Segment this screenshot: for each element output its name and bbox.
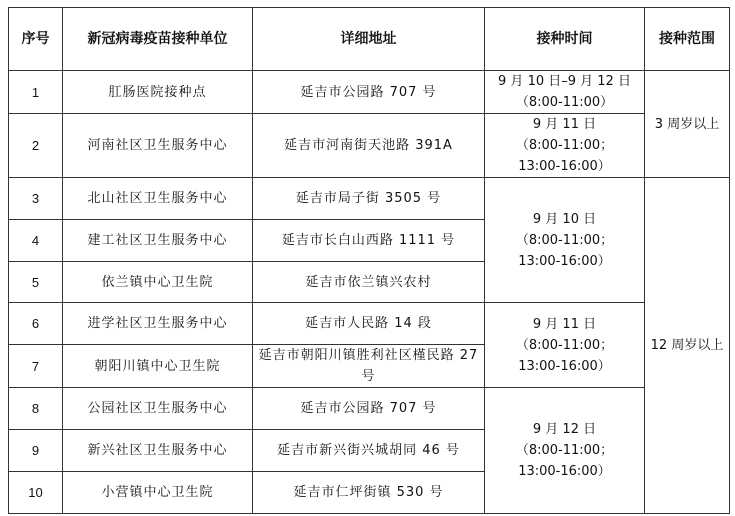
row-address: 延吉市新兴街兴城胡同 46 号: [253, 430, 485, 472]
row-number: 2: [9, 114, 63, 178]
row-number: 10: [9, 472, 63, 514]
header-address: 详细地址: [253, 8, 485, 71]
row-unit: 北山社区卫生服务中心: [63, 178, 253, 220]
row-address: 延吉市朝阳川镇胜利社区槿民路 27 号: [253, 345, 485, 388]
table-row: [9, 114, 730, 178]
vaccination-sites-table: [8, 7, 730, 514]
row-unit: 新兴社区卫生服务中心: [63, 430, 253, 472]
table-row: [9, 71, 730, 114]
row-number: 8: [9, 388, 63, 430]
header-unit: 新冠病毒疫苗接种单位: [63, 8, 253, 71]
row-address: 延吉市公园路 707 号: [253, 388, 485, 430]
row-address: 延吉市长白山西路 1111 号: [253, 220, 485, 262]
row-address: 延吉市人民路 14 段: [253, 303, 485, 345]
time-cell: 9 月 11 日 （8:00-11:00； 13:00-16:00）: [485, 303, 645, 388]
row-number: 7: [9, 345, 63, 388]
row-address: 延吉市局子街 3505 号: [253, 178, 485, 220]
row-unit: 河南社区卫生服务中心: [63, 114, 253, 178]
row-address: 延吉市河南街天池路 391A: [253, 114, 485, 178]
row-unit: 进学社区卫生服务中心: [63, 303, 253, 345]
table-row: [9, 178, 730, 220]
row-address: 延吉市仁坪街镇 530 号: [253, 472, 485, 514]
row-number: 6: [9, 303, 63, 345]
row-number: 4: [9, 220, 63, 262]
range-cell: 3 周岁以上: [645, 71, 730, 178]
row-unit: 依兰镇中心卫生院: [63, 262, 253, 303]
row-number: 1: [9, 71, 63, 114]
row-address: 延吉市公园路 707 号: [253, 71, 485, 114]
row-unit: 建工社区卫生服务中心: [63, 220, 253, 262]
row-number: 3: [9, 178, 63, 220]
time-cell: 9 月 10 日 （8:00-11:00； 13:00-16:00）: [485, 178, 645, 303]
header-row: [9, 8, 730, 71]
table-row: [9, 388, 730, 430]
range-cell: 12 周岁以上: [645, 178, 730, 514]
row-unit: 小营镇中心卫生院: [63, 472, 253, 514]
header-range: 接种范围: [645, 8, 730, 71]
row-number: 9: [9, 430, 63, 472]
row-unit: 朝阳川镇中心卫生院: [63, 345, 253, 388]
row-unit: 肛肠医院接种点: [63, 71, 253, 114]
time-cell: 9 月 12 日 （8:00-11:00； 13:00-16:00）: [485, 388, 645, 514]
row-address: 延吉市依兰镇兴农村: [253, 262, 485, 303]
table-row: [9, 303, 730, 345]
row-number: 5: [9, 262, 63, 303]
time-cell: 9 月 11 日 （8:00-11:00； 13:00-16:00）: [485, 114, 645, 178]
header-time: 接种时间: [485, 8, 645, 71]
time-cell: 9 月 10 日–9 月 12 日 （8:00-11:00）: [485, 71, 645, 114]
row-unit: 公园社区卫生服务中心: [63, 388, 253, 430]
header-seq: 序号: [9, 8, 63, 71]
